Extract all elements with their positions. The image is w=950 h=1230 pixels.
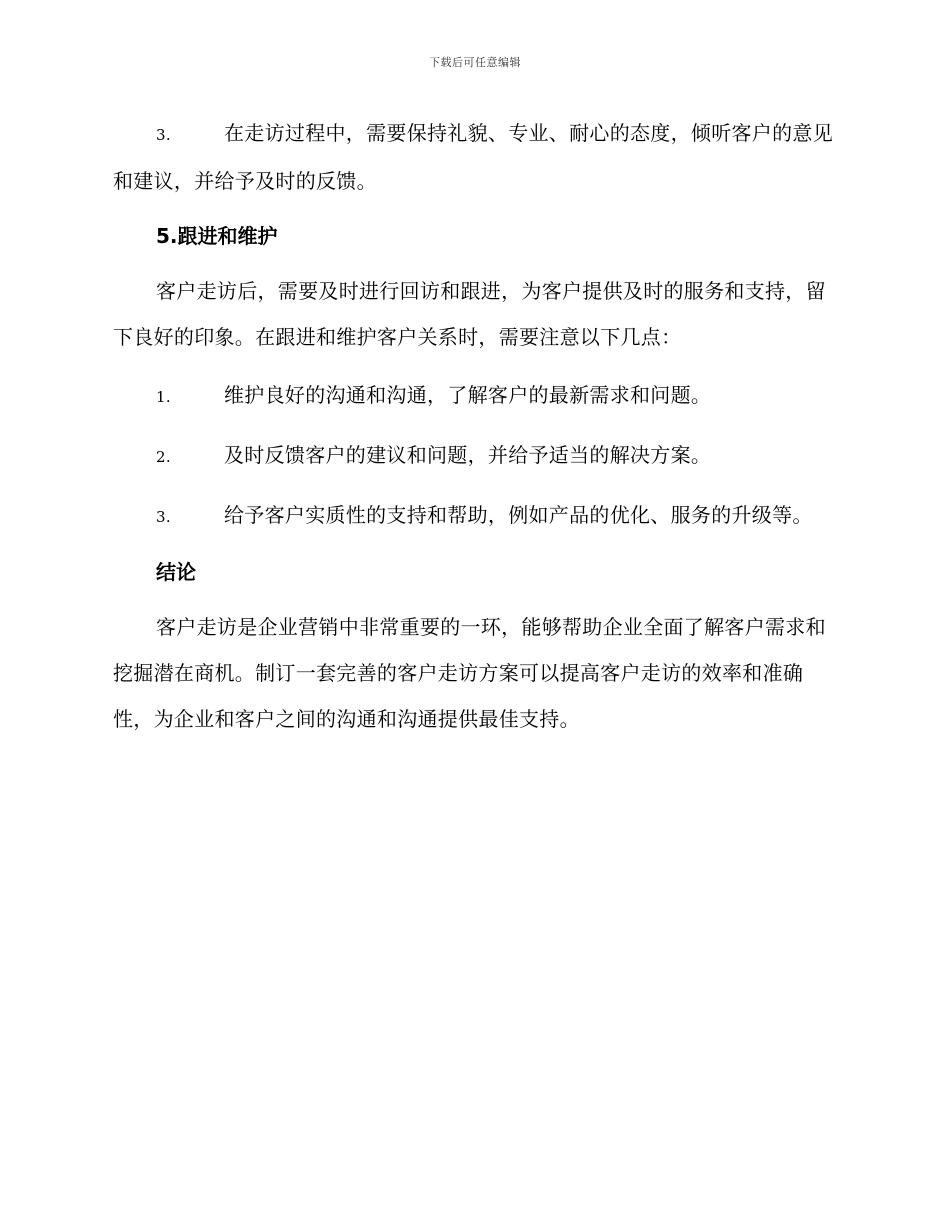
document-body: [113, 110, 838, 754]
list-item: [113, 432, 838, 480]
paragraph: 客户走访是企业营销中非常重要的一环，能够帮助企业全面了解客户需求和挖掘潜在商机。制订一套完善的客户走访方案可以提高客户走访的效率和准确性，为企业和客户之间的沟通和沟通提供最佳支持。: [113, 615, 826, 731]
conclusion-heading: 结论: [156, 560, 196, 584]
list-item-number: 1.: [156, 388, 171, 406]
list-item-number: 2.: [156, 448, 171, 466]
list-item: [113, 110, 838, 204]
list-item-number: 3.: [156, 508, 171, 526]
list-item-text: 给予客户实质性的支持和帮助，例如产品的优化、服务的升级等。: [224, 503, 813, 527]
paragraph: 客户走访后，需要及时进行回访和跟进，为客户提供及时的服务和支持，留下良好的印象。在跟进和维护客户关系时，需要注意以下几点：: [113, 279, 826, 349]
list-item-number: 3.: [156, 126, 171, 144]
page-header: 下载后可任意编辑: [429, 56, 521, 69]
list-item: [113, 372, 838, 420]
list-item: [113, 492, 838, 540]
section-heading: 5.跟进和维护: [156, 224, 278, 248]
list-item-text: 及时反馈客户的建议和问题，并给予适当的解决方案。: [224, 443, 712, 467]
list-item-text: 维护良好的沟通和沟通，了解客户的最新需求和问题。: [224, 383, 712, 407]
list-item-text: 在走访过程中，需要保持礼貌、专业、耐心的态度，倾听客户的意见和建议，并给予及时的反馈。: [113, 121, 833, 193]
